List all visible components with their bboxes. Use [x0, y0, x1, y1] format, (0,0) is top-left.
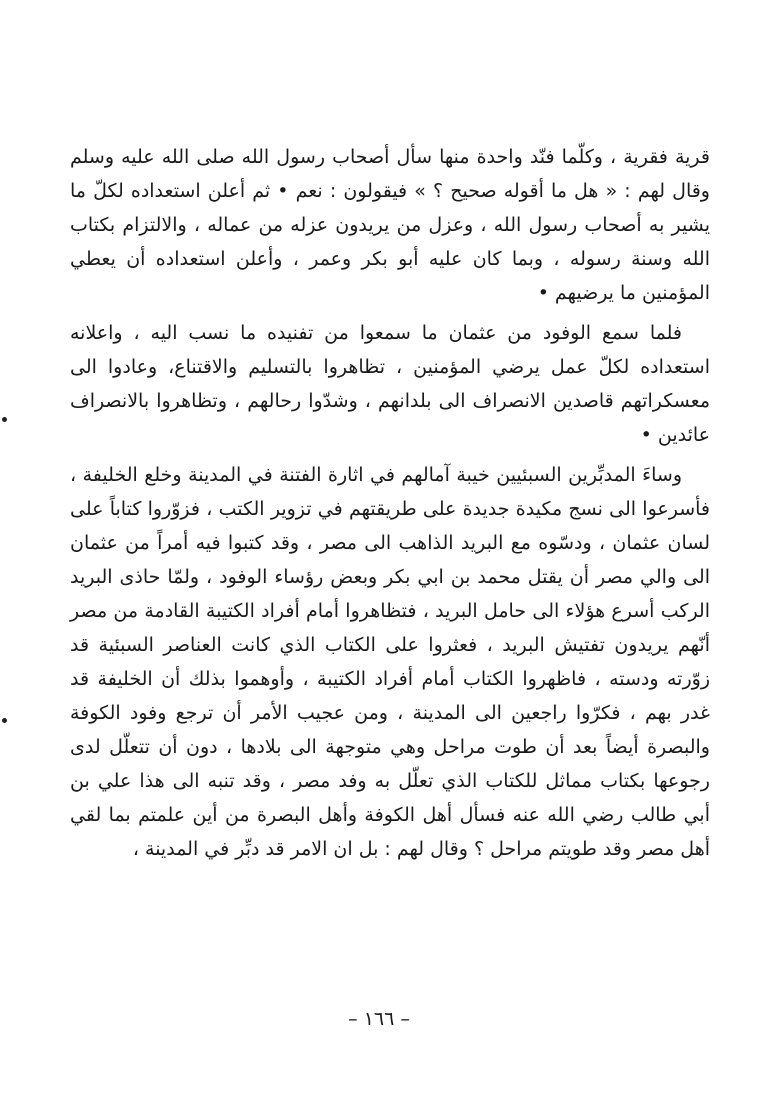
- paragraph-2: فلما سمع الوفود من عثمان ما سمعوا من تفنيده ما نسب اليه ، واعلانه استعداده لكلّ عمل يرضي المؤمنين ، تظاهروا بالتسليم والاقتناع، وعادوا الى معسكراتهم قاصدين الانصراف الى بلدانهم ، وشدّوا رحالهم ، وتظاهروا بالانصراف عائدين •: [70, 322, 710, 446]
- page-number: – ١٦٦ –: [348, 1008, 410, 1030]
- paragraph-1: قرية فقرية ، وكلّما فنّد واحدة منها سأل أصحاب رسول الله صلى الله عليه وسلم وقال لهم : « هل ما أقوله صحيح ؟ » فيقولون : نعم • ثم أعلن استعداده لكلّ ما يشير به أصحاب رسول الله ، وعزل من يريدون عزله من عماله ، والالتزام بكتاب الله وسنة رسوله ، وبما كان عليه أبو بكر وعمر ، وأعلن استعداده أن يعطي المؤمنين ما يرضيهم •: [70, 146, 710, 304]
- paragraph-3: وساءَ المدبِّرين السبئيين خيبة آمالهم في اثارة الفتنة في المدينة وخلع الخليفة ، فأسرعوا الى نسج مكيدة جديدة على طريقتهم في تزوير الكتب ، فزوّروا كتاباً على لسان عثمان ، ودسّوه مع البريد الذاهب الى مصر ، وقد كتبوا فيه أمراً من عثمان الى والي مصر أن يقتل محمد بن ابي بكر وبعض رؤساء الوفود ، ولمّا حاذى البريد الركب أسرع هؤلاء الى حامل البريد ، فتظاهروا أمام أفراد الكتيبة القادمة من مصر أنّهم يريدون تفتيش البريد ، فعثروا على الكتاب الذي كانت العناصر السبئية قد زوّرته ودسته ، فاظهروا الكتاب أمام أفراد الكتيبة ، وأوهموا بذلك أن الخليفة قد غدر بهم ، فكرّوا راجعين الى المدينة ، ومن عجيب الأمر أن ترجع وفود الكوفة والبصرة أيضاً بعد أن طوت مراحل وهي متوجهة الى بلادها ، دون أن تتعلّل لدى رجوعها بكتاب مماثل للكتاب الذي تعلّل به وفد مصر ، وقد تنبه الى هذا علي بن أبي طالب رضي الله عنه فسأل أهل الكوفة وأهل البصرة من أين علمتم بما لقي أهل مصر وقد طويتم مراحل ؟ وقال لهم : بل ان الامر قد دبِّر في المدينة ،: [70, 464, 710, 860]
- page-body: [70, 140, 710, 866]
- margin-mark: [2, 718, 7, 723]
- margin-mark: [2, 417, 7, 422]
